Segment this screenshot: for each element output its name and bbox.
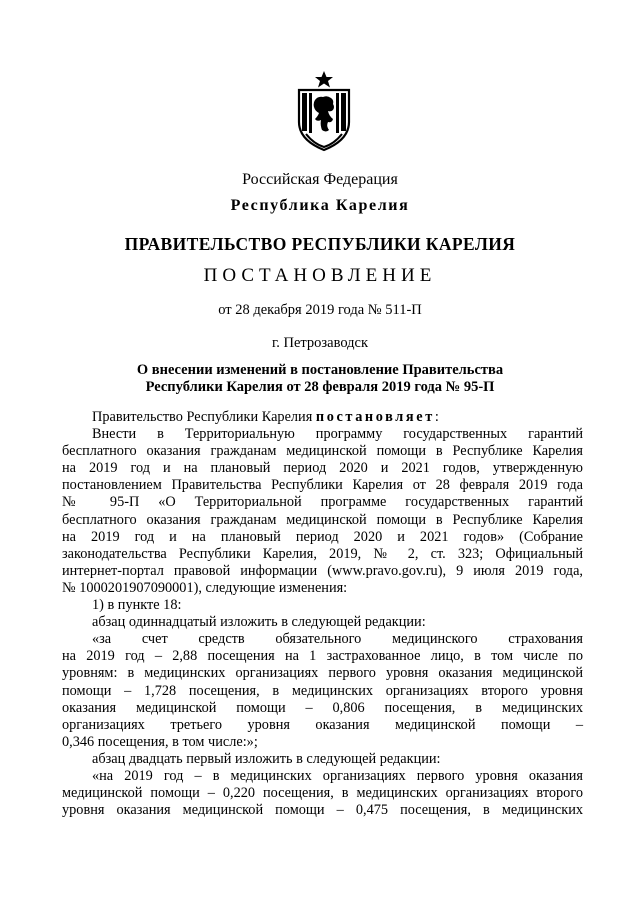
body-line: бесплатного оказания гражданам медицинской помощи в Республике Карелия	[62, 511, 583, 528]
body-line: постановлением Правительства Республики Карелия от 28 февраля 2019 года	[62, 477, 583, 494]
body-line: 0,346 посещения, в том числе:»;	[62, 733, 258, 750]
body-line: на 2019 год и на плановый период 2020 и 2021 годов» (Собрание	[62, 528, 583, 545]
body-line: уровням: в медицинских организациях первого уровня оказания медицинской	[62, 665, 583, 682]
body-line: оказания медицинской помощи – 0,806 посещения, в медицинских	[62, 699, 583, 716]
body-line: «на 2019 год – в медицинских организациях первого уровня оказания	[92, 767, 583, 784]
karelia-coat-of-arms-icon	[296, 70, 352, 152]
preamble-subject: Правительство Республики Карелия	[92, 409, 316, 425]
body-line: на 2019 год и на плановый период 2020 и 2021 годов, утвержденную	[62, 460, 583, 477]
body-line: организациях третьего уровня оказания медицинской помощи –	[62, 716, 583, 733]
preamble-verb: постановляет	[315, 409, 435, 425]
body-line: абзац двадцать первый изложить в следующей редакции:	[92, 750, 441, 767]
document-title-line-2: Республики Карелия от 28 февраля 2019 года № 95-П	[145, 379, 495, 395]
body-line: помощи – 1,728 посещения, в медицинских организациях второго уровня	[62, 682, 583, 699]
body-line: медицинской помощи – 0,220 посещения, в медицинских организациях второго	[62, 785, 583, 802]
body-line: уровня оказания медицинской помощи – 0,475 посещения, в медицинских	[62, 802, 583, 819]
body-line: № 1000201907090001), следующие изменения:	[62, 579, 348, 596]
government-title: ПРАВИТЕЛЬСТВО РЕСПУБЛИКИ КАРЕЛИЯ	[124, 234, 516, 254]
document-title-line-1: О внесении изменений в постановление Правительства	[136, 362, 504, 378]
body-line: бесплатного оказания гражданам медицинской помощи в Республике Карелия	[62, 443, 583, 460]
document-type: ПОСТАНОВЛЕНИЕ	[203, 265, 437, 286]
body-line: Внести в Территориальную программу государственных гарантий	[92, 426, 583, 443]
body-line: законодательства Республики Карелия, 2019, № 2, ст. 323; Официальный	[62, 545, 583, 562]
preamble-line	[62, 409, 583, 426]
preamble-colon: :	[434, 409, 439, 425]
body-line: абзац одиннадцатый изложить в следующей редакции:	[92, 614, 426, 631]
body-line: № 95-П «О Территориальной программе государственных гарантий	[62, 494, 583, 511]
body-line: 1) в пункте 18:	[92, 597, 182, 614]
document-body	[62, 409, 583, 819]
republic-name: Республика Карелия	[230, 197, 410, 214]
country-name: Российская Федерация	[242, 171, 398, 188]
body-line: интернет-портал правовой информации (www.pravo.gov.ru), 9 июля 2019 года,	[62, 562, 583, 579]
document-date-number: от 28 декабря 2019 года № 511-П	[218, 302, 422, 318]
document-city: г. Петрозаводск	[271, 335, 369, 351]
body-line: на 2019 год – 2,88 посещения на 1 застрахованное лицо, в том числе по	[62, 648, 583, 665]
body-line: «за счет средств обязательного медицинского страхования	[92, 631, 583, 648]
